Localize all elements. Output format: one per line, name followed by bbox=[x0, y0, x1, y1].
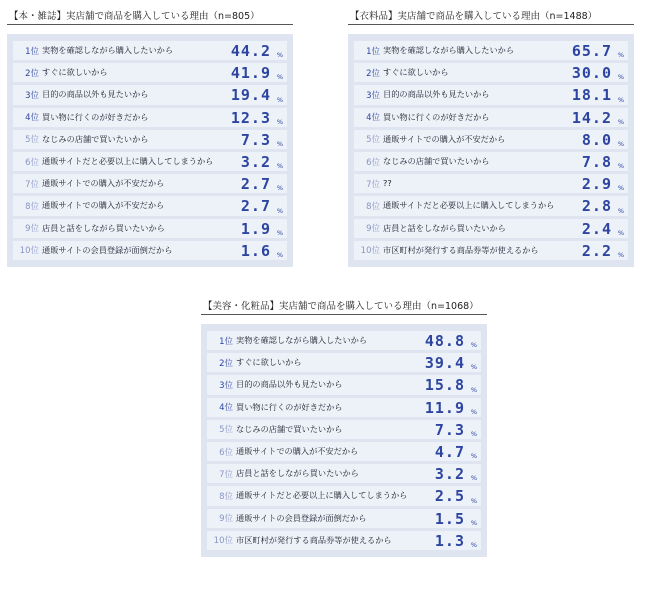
ranking-list bbox=[348, 34, 634, 267]
reason-label: なじみの店舗で買いたいから bbox=[42, 133, 149, 144]
rank-label: 8位 bbox=[366, 201, 380, 212]
percentage-value: 14.2 bbox=[571, 108, 612, 127]
percentage-value: 1.9 bbox=[240, 219, 271, 238]
percentage-value: 7.3 bbox=[434, 420, 465, 439]
percent-unit: % bbox=[276, 117, 283, 126]
reason-label: 店員と話をしながら買いたいから bbox=[42, 222, 165, 233]
panel-books bbox=[7, 10, 293, 267]
reason-label: 目的の商品以外も見たいから bbox=[383, 89, 490, 100]
reason-label: 通販サイトでの購入が不安だから bbox=[42, 178, 165, 189]
panel-title: 【美容・化粧品】実店舗で商品を購入している理由（n=1068） bbox=[201, 300, 487, 315]
reason-label: 実物を確認しながら購入したいから bbox=[236, 335, 368, 346]
percentage-value: 2.7 bbox=[240, 175, 271, 194]
reason-label: 通販サイトでの購入が不安だから bbox=[383, 133, 506, 144]
reason-label: 店員と話をしながら買いたいから bbox=[383, 222, 506, 233]
ranking-list bbox=[7, 34, 293, 267]
ranking-row bbox=[207, 509, 481, 528]
ranking-row bbox=[207, 464, 481, 483]
percent-unit: % bbox=[276, 95, 283, 104]
percent-unit: % bbox=[470, 385, 477, 394]
rank-label: 9位 bbox=[366, 224, 380, 235]
rank-label: 3位 bbox=[25, 90, 39, 101]
percentage-value: 18.1 bbox=[571, 86, 612, 105]
ranking-row bbox=[13, 152, 287, 171]
percentage-value: 19.4 bbox=[230, 86, 271, 105]
percentage-value: 48.8 bbox=[424, 332, 465, 350]
percentage-value: 11.9 bbox=[424, 398, 465, 417]
rank-label: 5位 bbox=[366, 135, 380, 146]
rank-label: 6位 bbox=[219, 447, 233, 458]
percent-unit: % bbox=[470, 429, 477, 438]
ranking-row bbox=[354, 63, 628, 82]
percent-unit: % bbox=[470, 452, 477, 461]
reason-label: 買い物に行くのが好きだから bbox=[236, 401, 343, 412]
ranking-row bbox=[207, 375, 481, 394]
percentage-value: 8.0 bbox=[581, 130, 612, 149]
percent-unit: % bbox=[276, 162, 283, 171]
rank-label: 10位 bbox=[360, 246, 380, 257]
ranking-row bbox=[13, 241, 287, 260]
percentage-value: 30.0 bbox=[571, 64, 612, 83]
panel-clothing bbox=[348, 10, 634, 267]
ranking-row bbox=[207, 420, 481, 439]
rank-label: 4位 bbox=[219, 403, 233, 414]
rank-label: 3位 bbox=[219, 380, 233, 391]
percent-unit: % bbox=[470, 496, 477, 505]
reason-label: 買い物に行くのが好きだから bbox=[42, 111, 149, 122]
rank-label: 6位 bbox=[25, 157, 39, 168]
ranking-row bbox=[207, 398, 481, 417]
percentage-value: 15.8 bbox=[424, 376, 465, 395]
reason-label: 実物を確認しながら購入したいから bbox=[383, 45, 515, 56]
percent-unit: % bbox=[276, 73, 283, 82]
percentage-value: 1.3 bbox=[434, 531, 465, 550]
rank-label: 3位 bbox=[366, 90, 380, 101]
percent-unit: % bbox=[470, 540, 477, 549]
percentage-value: 2.4 bbox=[581, 219, 612, 238]
ranking-row bbox=[207, 331, 481, 350]
percentage-value: 1.5 bbox=[434, 509, 465, 528]
percent-unit: % bbox=[617, 95, 624, 104]
percentage-value: 39.4 bbox=[424, 354, 465, 373]
reason-label: 通販サイトの会員登録が面倒だから bbox=[42, 244, 173, 255]
percent-unit: % bbox=[617, 184, 624, 193]
percent-unit: % bbox=[617, 250, 624, 259]
reason-label: 通販サイトでの購入が不安だから bbox=[236, 446, 359, 457]
rank-label: 2位 bbox=[25, 68, 39, 79]
reason-label: すぐに欲しいから bbox=[42, 67, 108, 78]
reason-label: 目的の商品以外も見たいから bbox=[236, 379, 343, 390]
rank-label: 7位 bbox=[25, 179, 39, 190]
panel-title: 【本・雑誌】実店舗で商品を購入している理由（n=805） bbox=[7, 10, 293, 25]
reason-label: なじみの店舗で買いたいから bbox=[236, 423, 343, 434]
rank-label: 1位 bbox=[25, 46, 39, 57]
ranking-row bbox=[354, 196, 628, 215]
rank-label: 10位 bbox=[213, 536, 233, 547]
percent-unit: % bbox=[470, 518, 477, 527]
rank-label: 5位 bbox=[219, 425, 233, 436]
reason-label: 市区町村が発行する商品券等が使えるから bbox=[383, 244, 539, 255]
percentage-value: 41.9 bbox=[230, 64, 271, 83]
percent-unit: % bbox=[276, 250, 283, 259]
percent-unit: % bbox=[276, 51, 283, 60]
percentage-value: 2.5 bbox=[434, 487, 465, 506]
rank-label: 5位 bbox=[25, 135, 39, 146]
rank-label: 7位 bbox=[219, 469, 233, 480]
reason-label: すぐに欲しいから bbox=[236, 357, 302, 368]
percent-unit: % bbox=[617, 162, 624, 171]
rank-label: 10位 bbox=[19, 246, 39, 257]
percent-unit: % bbox=[617, 228, 624, 237]
percentage-value: 1.6 bbox=[240, 241, 271, 260]
percentage-value: 2.8 bbox=[581, 197, 612, 216]
reason-label: すぐに欲しいから bbox=[383, 67, 449, 78]
reason-label: ?? bbox=[383, 178, 392, 189]
ranking-row bbox=[354, 219, 628, 238]
percentage-value: 3.2 bbox=[240, 152, 271, 171]
percentage-value: 7.8 bbox=[581, 152, 612, 171]
percentage-value: 2.9 bbox=[581, 175, 612, 194]
reason-label: 通販サイトでの購入が不安だから bbox=[42, 200, 165, 211]
ranking-row bbox=[354, 241, 628, 260]
reason-label: 通販サイトだと必要以上に購入してしまうから bbox=[236, 490, 408, 501]
percentage-value: 4.7 bbox=[434, 442, 465, 461]
rank-label: 8位 bbox=[219, 491, 233, 502]
rank-label: 4位 bbox=[25, 113, 39, 124]
ranking-row bbox=[13, 174, 287, 193]
percent-unit: % bbox=[470, 363, 477, 372]
ranking-row bbox=[354, 41, 628, 60]
reason-label: 市区町村が発行する商品券等が使えるから bbox=[236, 534, 392, 545]
percent-unit: % bbox=[470, 407, 477, 416]
ranking-row bbox=[13, 85, 287, 104]
ranking-row bbox=[207, 353, 481, 372]
percentage-value: 3.2 bbox=[434, 465, 465, 484]
rank-label: 9位 bbox=[219, 514, 233, 525]
percentage-value: 2.2 bbox=[581, 241, 612, 260]
ranking-row bbox=[354, 130, 628, 149]
ranking-row bbox=[207, 486, 481, 505]
reason-label: 通販サイトだと必要以上に購入してしまうから bbox=[383, 200, 555, 211]
ranking-row bbox=[13, 130, 287, 149]
percent-unit: % bbox=[470, 341, 477, 350]
ranking-row bbox=[13, 196, 287, 215]
percent-unit: % bbox=[617, 51, 624, 60]
percent-unit: % bbox=[617, 139, 624, 148]
panel-title: 【衣料品】実店舗で商品を購入している理由（n=1488） bbox=[348, 10, 634, 25]
reason-label: 実物を確認しながら購入したいから bbox=[42, 45, 174, 56]
percent-unit: % bbox=[276, 139, 283, 148]
ranking-row bbox=[13, 63, 287, 82]
percent-unit: % bbox=[276, 206, 283, 215]
ranking-row bbox=[354, 174, 628, 193]
percent-unit: % bbox=[276, 184, 283, 193]
rank-label: 1位 bbox=[366, 46, 380, 57]
percentage-value: 12.3 bbox=[230, 108, 271, 127]
percent-unit: % bbox=[276, 228, 283, 237]
ranking-row bbox=[354, 108, 628, 127]
percent-unit: % bbox=[617, 73, 624, 82]
reason-label: 店員と話をしながら買いたいから bbox=[236, 468, 359, 479]
reason-label: 通販サイトの会員登録が面倒だから bbox=[236, 512, 367, 523]
ranking-row bbox=[13, 108, 287, 127]
percentage-value: 7.3 bbox=[240, 130, 271, 149]
rank-label: 6位 bbox=[366, 157, 380, 168]
ranking-row bbox=[207, 442, 481, 461]
rank-label: 2位 bbox=[219, 358, 233, 369]
ranking-row bbox=[13, 219, 287, 238]
reason-label: なじみの店舗で買いたいから bbox=[383, 156, 490, 167]
rank-label: 9位 bbox=[25, 224, 39, 235]
rank-label: 7位 bbox=[366, 179, 380, 190]
percent-unit: % bbox=[470, 474, 477, 483]
ranking-row bbox=[207, 531, 481, 550]
rank-label: 4位 bbox=[366, 113, 380, 124]
reason-label: 通販サイトだと必要以上に購入してしまうから bbox=[42, 156, 214, 167]
reason-label: 買い物に行くのが好きだから bbox=[383, 111, 490, 122]
reason-label: 目的の商品以外も見たいから bbox=[42, 89, 149, 100]
percentage-value: 65.7 bbox=[571, 42, 612, 60]
panel-cosmetics bbox=[201, 300, 487, 557]
ranking-row bbox=[13, 41, 287, 60]
percent-unit: % bbox=[617, 117, 624, 126]
ranking-row bbox=[354, 85, 628, 104]
percentage-value: 2.7 bbox=[240, 197, 271, 216]
percentage-value: 44.2 bbox=[230, 42, 271, 60]
rank-label: 1位 bbox=[219, 336, 233, 347]
percent-unit: % bbox=[617, 206, 624, 215]
ranking-row bbox=[354, 152, 628, 171]
rank-label: 2位 bbox=[366, 68, 380, 79]
ranking-list bbox=[201, 324, 487, 557]
rank-label: 8位 bbox=[25, 201, 39, 212]
